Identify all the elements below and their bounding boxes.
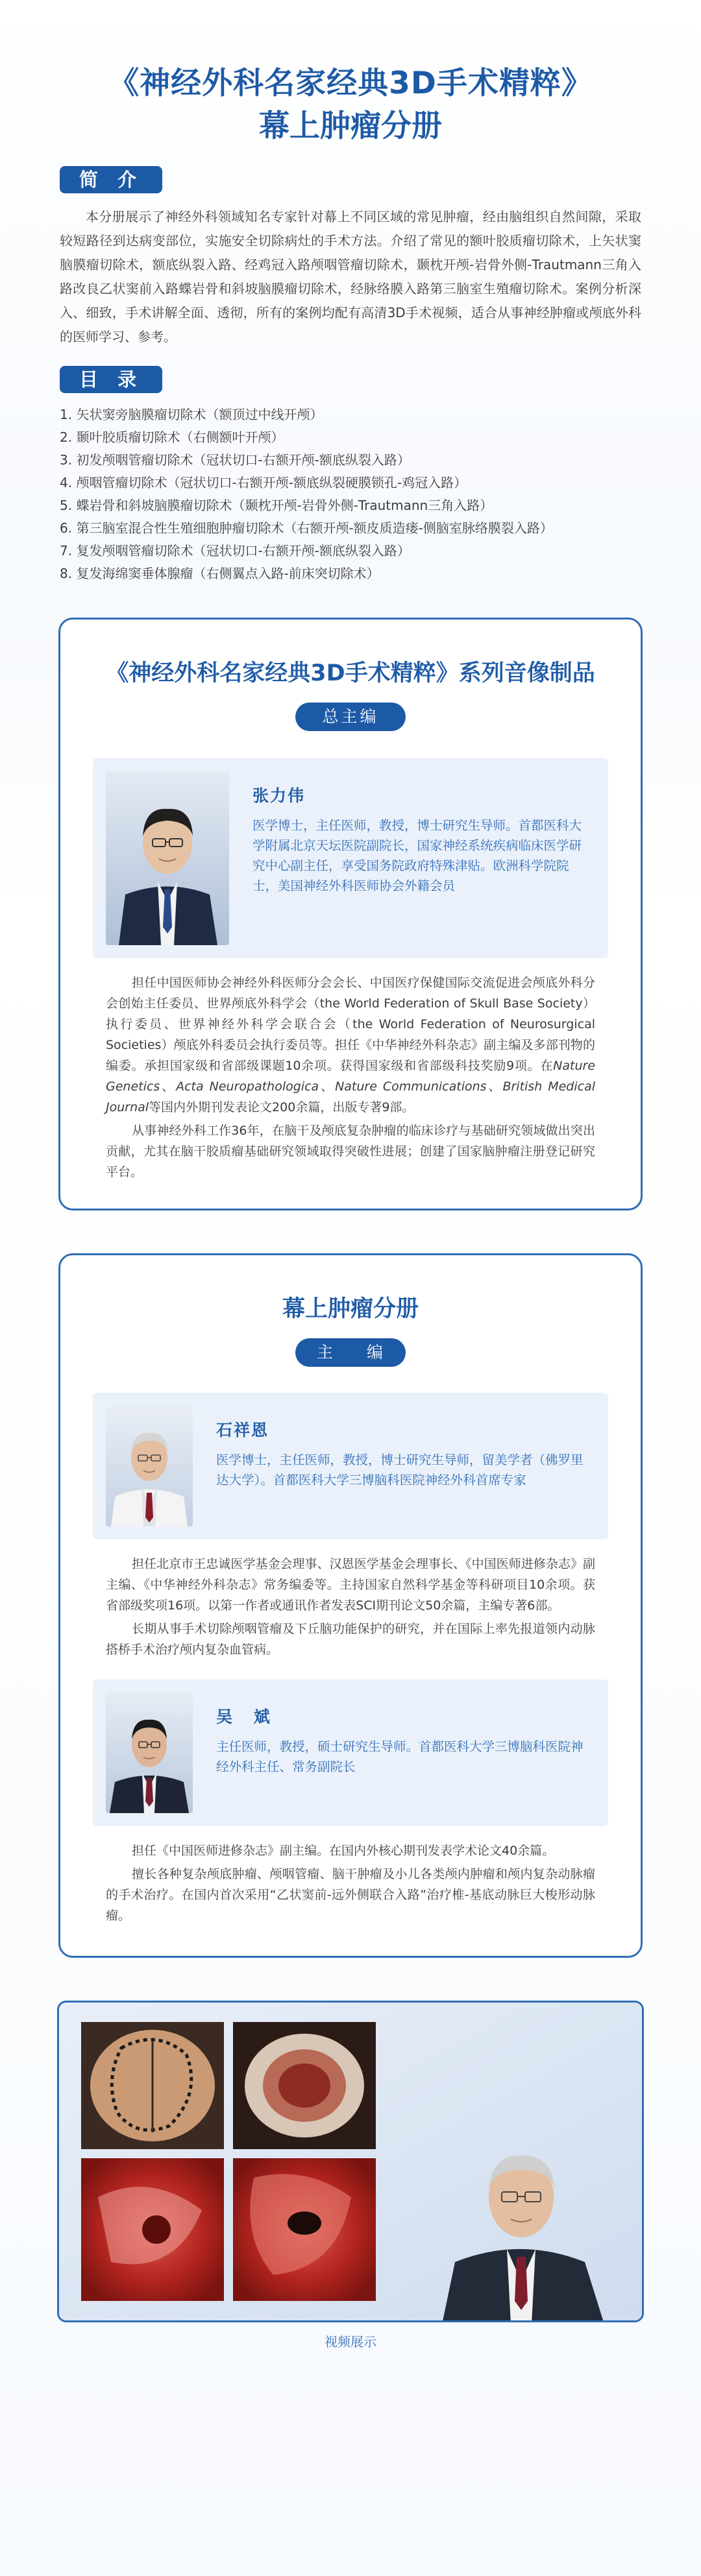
intro-label: 简 介 (60, 166, 162, 193)
editor-profile (93, 1393, 608, 1539)
editor-experience: 擅长各种复杂颅底肿瘤、颅咽管瘤、脑干肿瘤及小儿各类颅内肿瘤和颅内复杂动脉瘤的手术治疗。在国内首次采用“乙状窦前-远外侧联合入路”治疗椎-基底动脉巨大梭形动脉瘤。 (106, 1867, 595, 1923)
editor-bio: 医学博士，主任医师，教授，博士研究生导师，留美学者（佛罗里达大学）。首都医科大学三博脑科医院神经外科首席专家 (216, 1452, 584, 1487)
editor-name: 石祥恩 (216, 1421, 269, 1439)
portrait-image (106, 771, 229, 945)
intro-section (0, 166, 701, 349)
separator: 、 (486, 1079, 503, 1094)
description-text: 担任中国医师协会神经外科医师分会会长、中国医疗保健国际交流促进会颅底外科分会创始主任委员、世界颅底外科学会（the World Federation of Skull Base Society）执行委员、世界神经外科学会联合会（the World Federation of Neurosurgical Societies）颅底外科委员会执行委员等。担任《中华神经外科杂志》副主编及多部刊物的编委。承担国家级和省部级课题10余项。获得国家级和省部级科技奖励9项。在 (106, 976, 595, 1073)
editor-photo (106, 1406, 193, 1526)
toc-item: 8. 复发海绵窦垂体腺瘤（右侧翼点入路-前床突切除术） (60, 566, 380, 581)
toc-item: 5. 蝶岩骨和斜坡脑膜瘤切除术（颞枕开颅-岩骨外侧-Trautmann三角入路） (60, 498, 493, 513)
editor-info (252, 771, 589, 945)
journal-name: British Medical Journal (106, 1079, 596, 1114)
series-card (58, 618, 643, 1210)
editor-profile (93, 1679, 608, 1826)
video-player[interactable] (57, 2001, 644, 2322)
editor-info (216, 1406, 589, 1526)
separator: 、 (160, 1079, 177, 1094)
editor-description: 担任《中国医师进修杂志》副主编。在国内外核心期刊发表学术论文40余篇。 (132, 1844, 555, 1858)
description-text: 等国内外期刊发表论文200余篇，出版专著9部。 (149, 1100, 415, 1114)
separator: 、 (319, 1079, 336, 1094)
editor-info (216, 1692, 589, 1813)
editor-profile (93, 758, 608, 958)
toc-item: 3. 初发颅咽管瘤切除术（冠状切口-右额开颅-额底纵裂入路） (60, 452, 410, 468)
portrait-image (106, 1406, 193, 1526)
editor-bio: 主任医师，教授，硕士研究生导师。首都医科大学三博脑科医院神经外科主任、常务副院长 (216, 1739, 584, 1774)
editor-description: 担任北京市王忠诚医学基金会理事、汉恩医学基金会理事长、《中国医师进修杂志》副主编、《中华神经外科杂志》常务编委等。主持国家自然科学基金等科研项目10余项。获省部级奖项16项。以第一作者或通讯作者发表SCI期刊论文50余篇，主编专著6部。 (106, 1557, 595, 1613)
toc-section (0, 366, 701, 585)
portrait-image (106, 1692, 193, 1813)
journal-name: Nature Genetics (106, 1059, 595, 1094)
page-title: 《神经外科名家经典3D手术精粹》 (108, 66, 593, 101)
editor-experience: 长期从事手术切除颅咽管瘤及下丘脑功能保护的研究，并在国际上率先报道领内动脉搭桥手术治疗颅内复杂血管病。 (106, 1622, 595, 1657)
editor-photo (106, 1692, 193, 1813)
editor-experience: 从事神经外科工作36年，在脑干及颅底复杂肿瘤的临床诊疗与基础研究领域做出突出贡献，尤其在脑干胶质瘤基础研究领域取得突破性进展；创建了国家脑肿瘤注册登记研究平台。 (106, 1124, 595, 1179)
toc-item: 2. 颞叶胶质瘤切除术（右侧额叶开颅） (60, 429, 284, 445)
editor-photo (106, 771, 229, 945)
editor-bio: 医学博士，主任医师，教授，博士研究生导师。首都医科大学附属北京天坛医院副院长，国家神经系统疾病临床医学研究中心副主任，享受国务院政府特殊津贴。欧洲科学院院士，美国神经外科医师协会外籍会员 (252, 818, 582, 893)
editor-name: 吴 斌 (216, 1707, 278, 1726)
series-title: 《神经外科名家经典3D手术精粹》系列音像制品 (106, 660, 595, 686)
page-subtitle: 幕上肿瘤分册 (259, 108, 442, 144)
editor-description (93, 972, 608, 1118)
volume-card (58, 1253, 643, 1958)
journal-name: Acta Neuropathologica (176, 1079, 319, 1094)
toc-list (60, 403, 641, 585)
video-caption: 视频展示 (325, 2334, 376, 2350)
toc-item: 4. 颅咽管瘤切除术（冠状切口-右额开颅-额底纵裂硬膜锁孔-鸡冠入路） (60, 475, 467, 490)
toc-item: 7. 复发颅咽管瘤切除术（冠状切口-右额开颅-额底纵裂入路） (60, 543, 410, 559)
volume-title: 幕上肿瘤分册 (282, 1296, 419, 1322)
editor-name: 张力伟 (252, 786, 306, 805)
toc-label: 目 录 (60, 366, 162, 393)
video-frame (59, 2003, 644, 2322)
intro-text: 本分册展示了神经外科领域知名专家针对幕上不同区域的常见肿瘤，经由脑组织自然间隙，采取较短路径到达病变部位，实施安全切除病灶的手术方法。介绍了常见的额叶胶质瘤切除术，上矢状窦脑膜瘤切除术，额底纵裂入路、经鸡冠入路颅咽管瘤切除术，颞枕开颅-岩骨外侧-Trautmann三角入路改良乙状窦前入路蝶岩骨和斜坡脑膜瘤切除术，经脉络膜入路第三脑室生殖瘤切除术。案例分析深入、细致，手术讲解全面、透彻，所有的案例均配有高清3D手术视频，适合从事神经肿瘤或颅底外科的医师学习、参考。 (60, 209, 641, 344)
chief-editor-badge: 总主编 (295, 703, 406, 731)
toc-item: 1. 矢状窦旁脑膜瘤切除术（额顶过中线开颅） (60, 407, 323, 422)
toc-item: 6. 第三脑室混合性生殖细胞肿瘤切除术（右额开颅-额皮质造瘘-侧脑室脉络膜裂入路） (60, 520, 553, 536)
editor-badge: 主 编 (295, 1338, 406, 1367)
journal-name: Nature Communications (335, 1079, 487, 1094)
